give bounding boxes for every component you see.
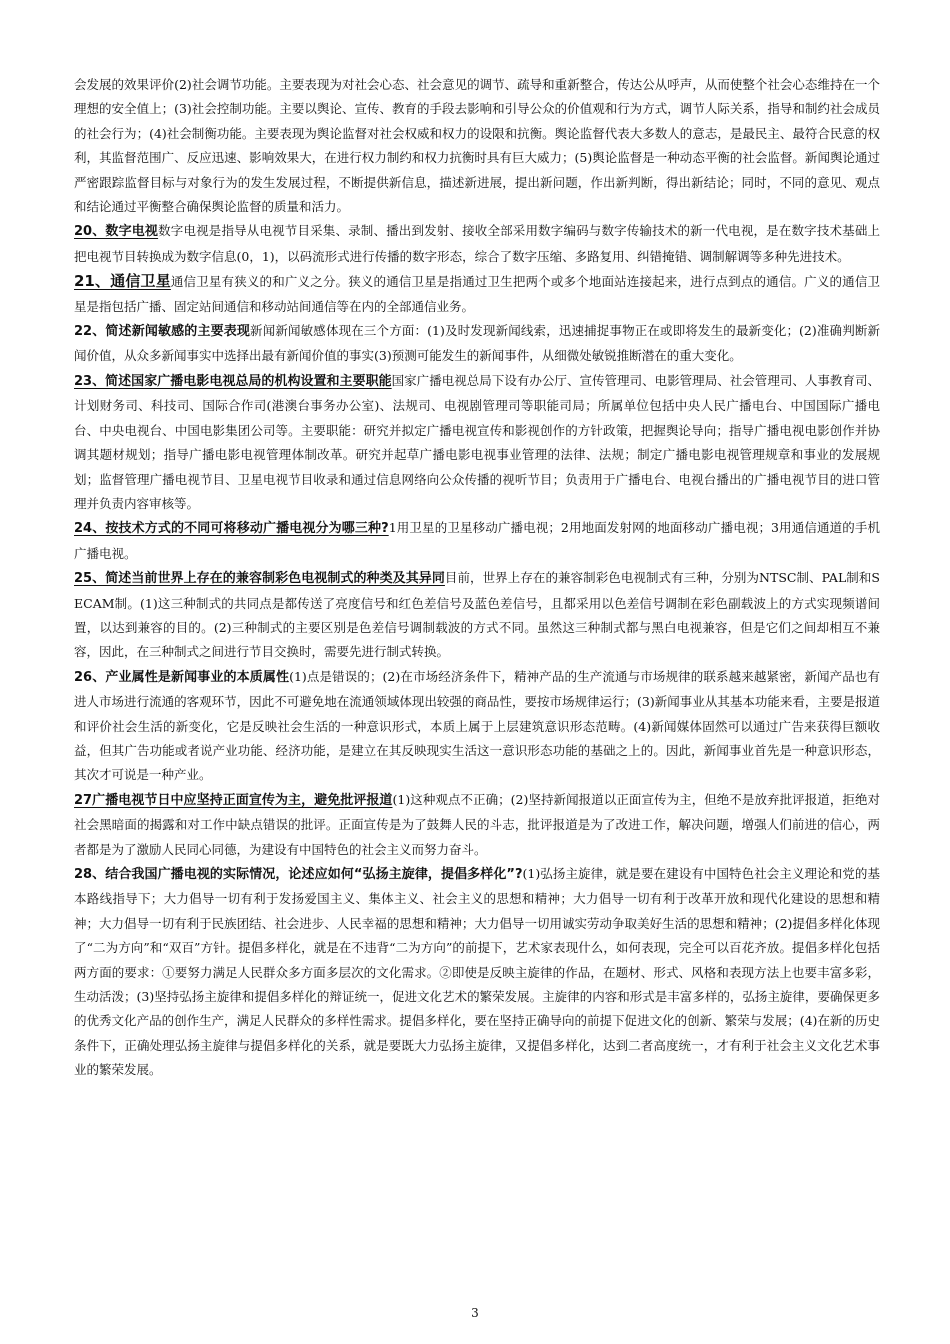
paragraph-heading: 28、结合我国广播电视的实际情况，论述应如何“弘扬主旋律，提倡多样化”? (74, 867, 523, 882)
paragraph-body: 数字电视是指导从电视节目采集、录制、播出到发射、接收全部采用数字编码与数字传输技术的新一代电视，是在数字技术基础上把电视节目转换成为数字信息(0，1)，以码流形式进行传播的数字形态，综合了数字压缩、多路复用、纠错掩错、调制解调等多种先进技术。 (74, 223, 880, 264)
paragraph-27 (74, 788, 880, 862)
paragraph-body: 通信卫星有狭义的和广义之分。狭义的通信卫星是指通过卫生把两个或多个地面站连接起来，进行点到点的通信。广义的通信卫星是指包括广播、固定站间通信和移动站间通信等在内的全部通信业务。 (74, 274, 880, 314)
paragraph-heading: 25、简述当前世界上存在的兼容制彩色电视制式的种类及其异同 (74, 571, 445, 587)
paragraph-body: 国家广播电视总局下设有办公厅、宣传管理司、电影管理局、社会管理司、人事教育司、计划财务司、科技司、国际合作司(港澳台事务办公室)、法规司、电视剧管理司等职能司局；所属单位包括中央人民广播电台、中国国际广播电台、中央电视台、中国电影集团公司等。主要职能：研究并拟定广播电视宣传和影视创作的方针政策，把握舆论导向；指导广播电视电影创作并协调其题材规划；指导广播电影电视管理体制改革。研究并起草广播电影电视事业管理的法律、法规；制定广播电影电视管理规章和事业的发展规划；监督管理广播电视节目、卫星电视节目收录和通过信息网络向公众传播的视听节目；负责用于广播电台、电视台播出的广播电视节目的进口管理并负责内容审核等。 (74, 372, 880, 511)
paragraph-heading: 23、简述国家广播电影电视总局的机构设置和主要职能 (74, 373, 392, 389)
paragraph-body: 1用卫星的卫星移动广播电视；2用地面发射网的地面移动广播电视；3用通信通道的手机广播电视。 (74, 520, 880, 561)
paragraph-body: 目前，世界上存在的兼容制彩色电视制式有三种，分别为NTSC制、PAL制和SECAM制。(1)这三种制式的共同点是都传送了亮度信号和红色差信号及蓝色差信号，且都采用以色差信号调制在彩色副载波上的方式实现频谱间置，以达到兼容的目的。(2)三种制式的主要区别是色差信号调制载波的方式不同。虽然这三种制式都与黑白电视兼容，但是它们之间却相互不兼容，因此，在三种制式之间进行节目交换时，需要先进行制式转换。 (74, 570, 880, 660)
paragraph-heading: 20、数字电视 (74, 224, 159, 240)
paragraph-heading: 24、按技术方式的不同可将移动广播电视分为哪三种? (74, 521, 389, 537)
paragraph-26 (74, 665, 880, 788)
paragraph-21 (74, 269, 880, 319)
paragraph-24 (74, 516, 880, 566)
paragraph-body: 会发展的效果评价(2)社会调节功能。主要表现为对社会心态、社会意见的调节、疏导和重新整合，传达公从呼声，从而使整个社会心态维持在一个理想的安全值上；(3)社会控制功能。主要以舆论、宣传、教育的手段去影响和引导公众的价值观和行为方式，调节人际关系，指导和制约社会成员的社会行为；(4)社会制衡功能。主要表现为舆论监督对社会权威和权力的设限和抗衡。舆论监督代表大多数人的意志，是最民主、最符合民意的权利，其监督范围广、反应迅速、影响效果大，在进行权力制约和权力抗衡时具有巨大威力；(5)舆论监督是一种动态平衡的社会监督。新闻舆论通过严密跟踪监督目标与对象行为的发生发展过程，不断提供新信息，描述新进展，提出新问题，作出新判断，得出新结论；同时，不同的意见、观点和结论通过平衡整合确保舆论监督的质量和活力。 (74, 77, 880, 215)
paragraph-heading: 27广播电视节日中应坚持正面宣传为主，避免批评报道 (74, 792, 393, 808)
paragraph-20 (74, 219, 880, 269)
paragraph-22 (74, 319, 880, 369)
paragraph-body: (1)点是错误的；(2)在市场经济条件下，精神产品的生产流通与市场规律的联系越来越紧密，新闻产品也有进人市场进行流通的客观环节，因此不可避免地在流通领域体现出较强的商品性，要按市场规律运行；(3)新闻事业从其基本功能来看，主要是报道和评价社会生活的新变化，它是反映社会生活的一种意识形式，本质上属于上层建筑意识形态范畴。(4)新闻媒体固然可以通过广告来获得巨额收益，但其广告功能或者说产业功能、经济功能，是建立在其反映现实生活这一意识形态功能的基础之上的。因此，新闻事业首先是一种意识形态，其次才可说是一种产业。 (74, 668, 880, 783)
paragraph-23 (74, 369, 880, 516)
document-body (74, 73, 880, 1083)
paragraph-heading: 21、通信卫星 (74, 272, 171, 291)
paragraph-heading: 26、产业属性是新闻事业的本质属性 (74, 669, 290, 685)
paragraph-body: (1)弘扬主旋律，就是要在建设有中国特色社会主义理论和党的基本路线指导下；大力倡导一切有利于发扬爱国主义、集体主义、社会主义的思想和精神；大力倡导一切有利于改革开放和现代化建设的思想和精神；大力倡导一切有利于民族团结、社会进步、人民幸福的思想和精神；大力倡导一切用诚实劳动争取美好生活的思想和精神；(2)提倡多样化体现了“二为方向”和“双百”方针。提倡多样化，就是在不违背“二为方向”的前提下，艺术家表现什么，如何表现，完全可以百花齐放。提倡多样化包括两方面的要求：①要努力满足人民群众多方面多层次的文化需求。②即使是反映主旋律的作品，在题材、形式、风格和表现方法上也要丰富多彩，生动活泼；(3)坚持弘扬主旋律和提倡多样化的辩证统一，促进文化艺术的繁荣发展。主旋律的内容和形式是丰富多样的，弘扬主旋律，要确保更多的优秀文化产品的创作生产，满足人民群众的多样性需求。提倡多样化，要在坚持正确导向的前提下促进文化的创新、繁荣与发展；(4)在新的历史条件下，正确处理弘扬主旋律与提倡多样化的关系，就是要既大力弘扬主旋律，又提倡多样化，达到二者高度统一，才有利于社会主义文化艺术事业的繁荣发展。 (74, 866, 880, 1078)
paragraph-body: (1)这种观点不正确；(2)坚持新闻报道以正面宣传为主，但绝不是放弃批评报道，拒绝对社会黑暗面的揭露和对工作中缺点错误的批评。正面宣传是为了鼓舞人民的斗志，批评报道是为了改进工作，解决问题，增强人们前进的信心，两者都是为了激励人民同心同德，为建设有中国特色的社会主义而努力奋斗。 (74, 791, 881, 857)
paragraph-heading: 22、简述新闻敏感的主要表现 (74, 324, 251, 340)
paragraph-28 (74, 862, 880, 1083)
page-number: 3 (471, 1306, 479, 1320)
paragraph-body: 新闻新闻敏感体现在三个方面：(1)及时发现新闻线索，迅速捕捉事物正在或即将发生的最新变化；(2)准确判断新闻价值，从众多新闻事实中选择出最有新闻价值的事实(3)预测可能发生的新闻事件，从细微处敏锐推断潜在的重大变化。 (74, 323, 880, 364)
paragraph-25 (74, 566, 880, 665)
paragraph-continuation (74, 73, 880, 219)
